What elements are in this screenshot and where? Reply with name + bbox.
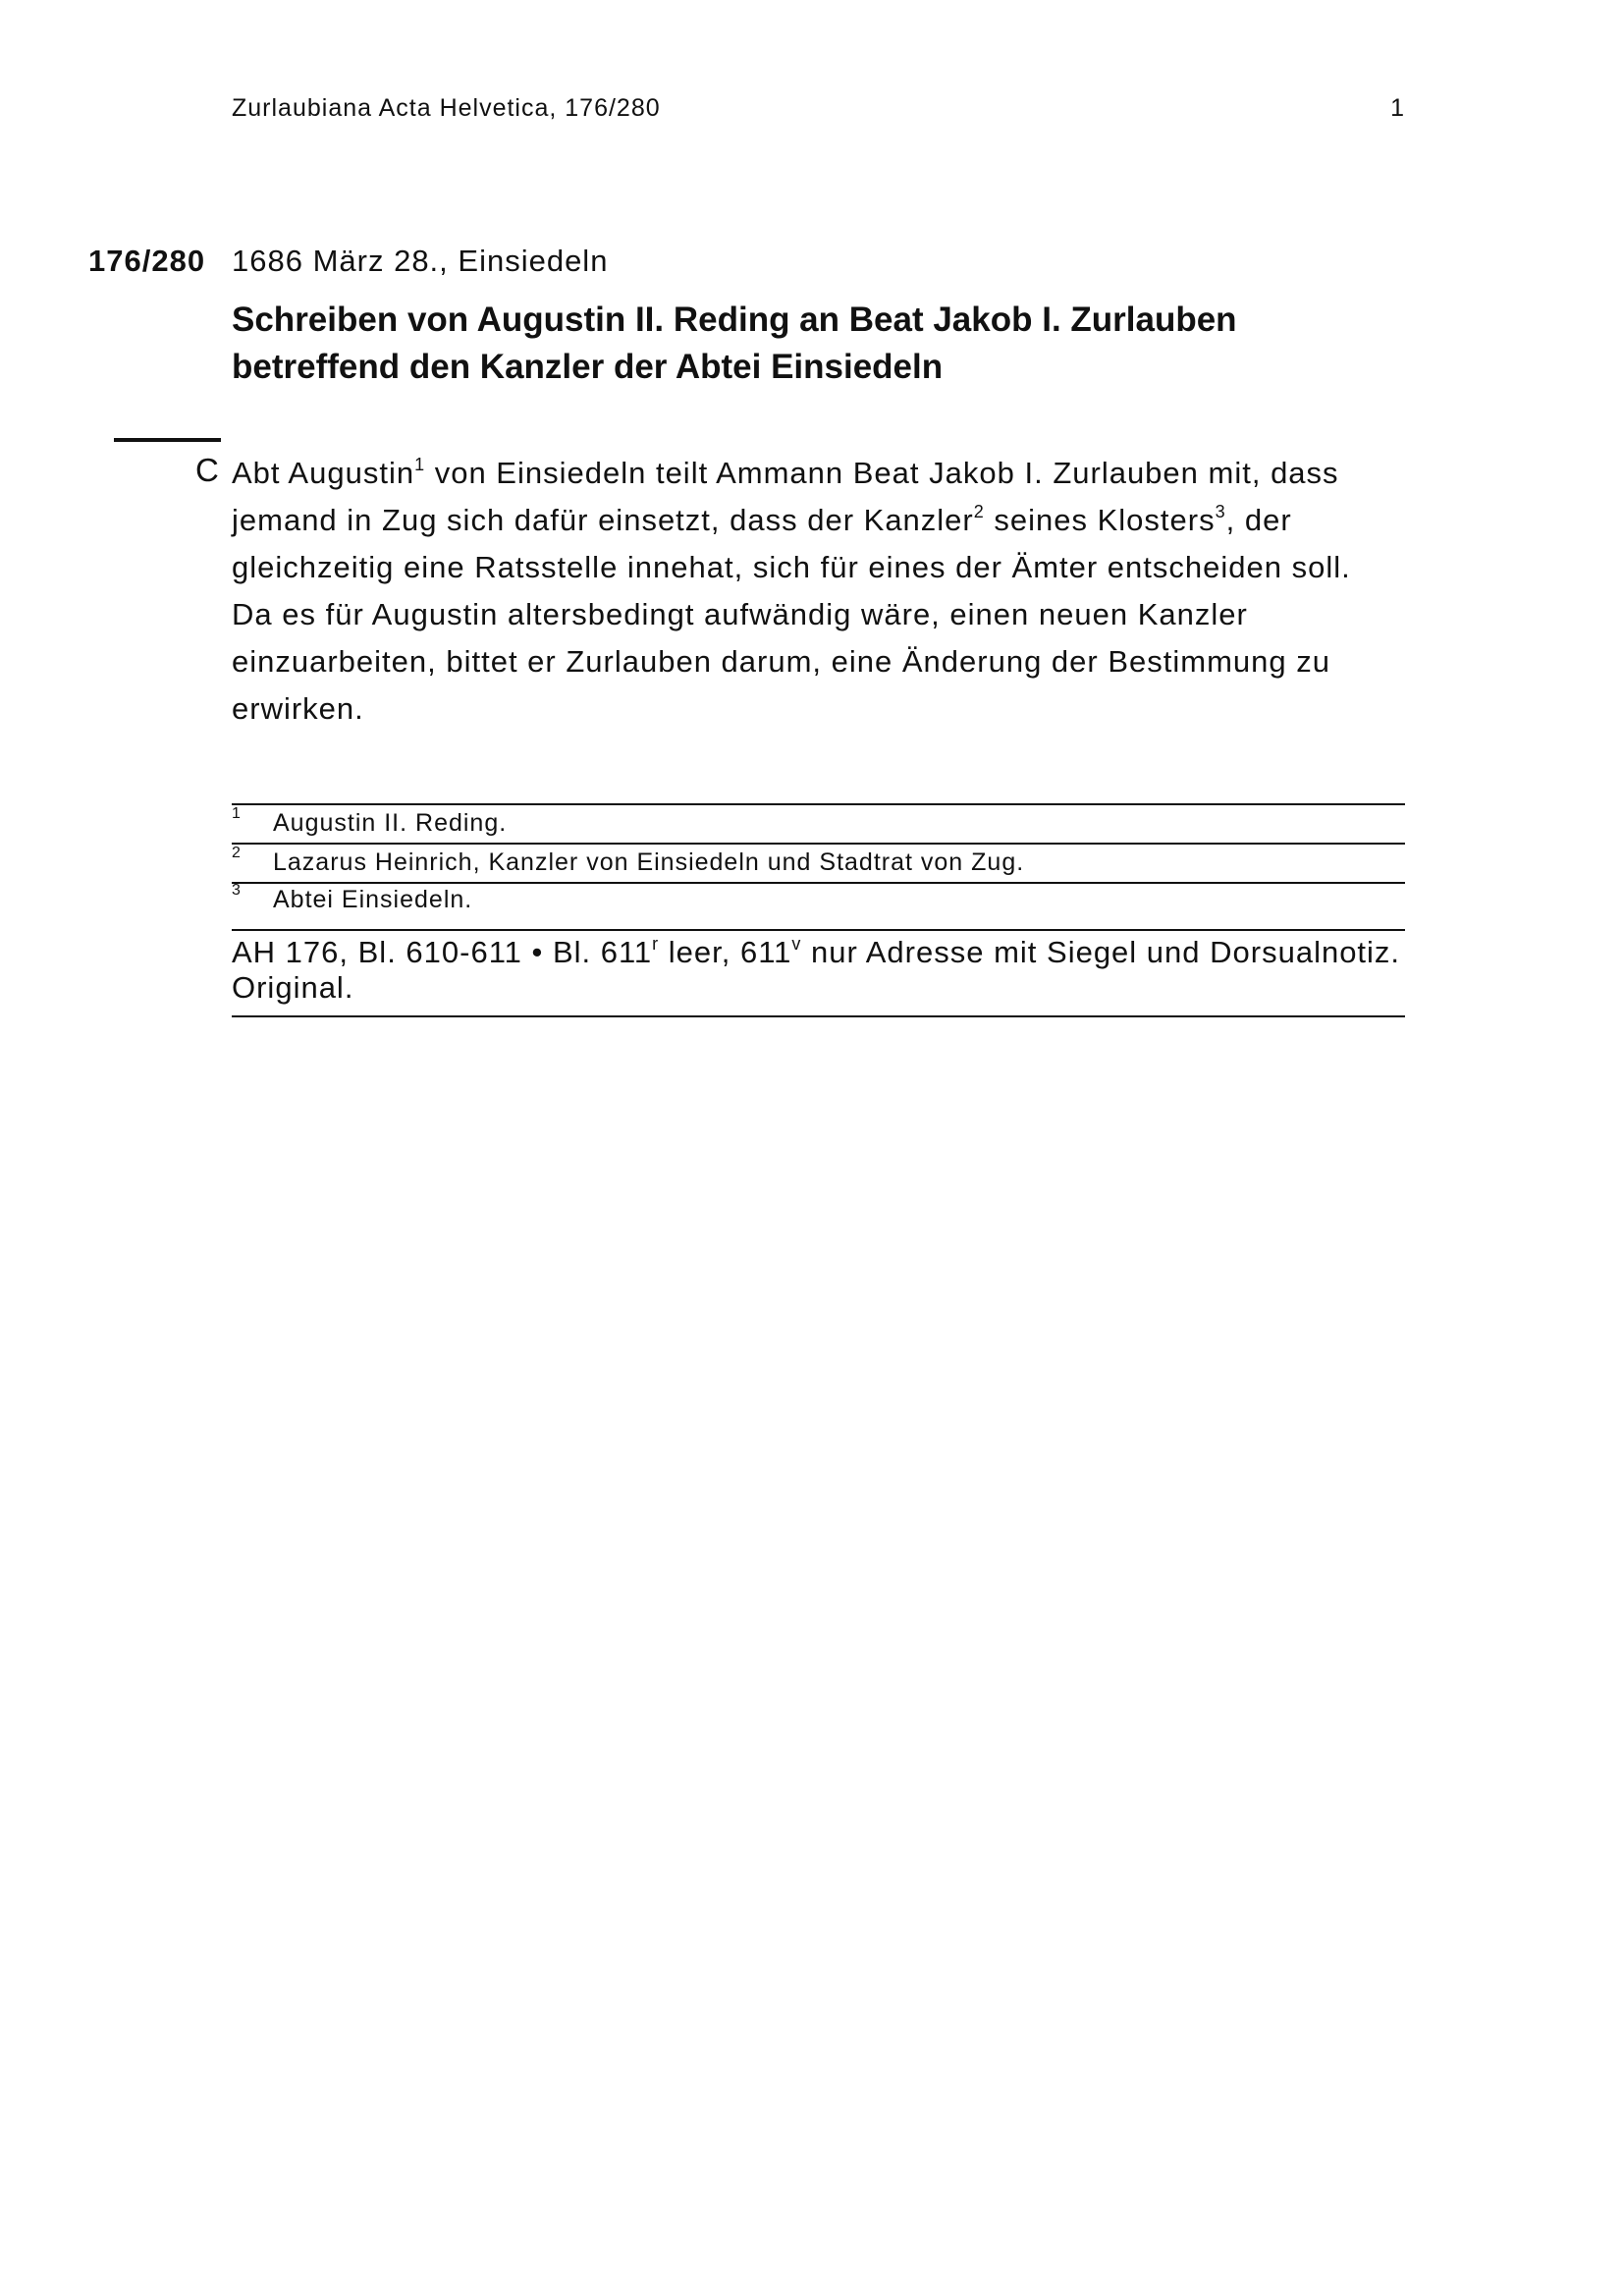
running-title: Zurlaubiana Acta Helvetica, 176/280	[232, 94, 661, 122]
source-text: nur Adresse mit Siegel und Dorsualnotiz.	[801, 935, 1401, 969]
footnote-number: 1	[232, 805, 241, 822]
summary-text: von Einsiedeln teilt Ammann Beat Jakob I. Zurlauben mit, dass	[425, 456, 1339, 490]
summary-line: gleichzeitig eine Ratsstelle innehat, sich für eines der Ämter entscheiden soll.	[232, 550, 1351, 584]
margin-rule	[114, 438, 221, 442]
summary-line	[232, 450, 1410, 497]
summary-line: erwirken.	[232, 691, 364, 726]
footnote	[232, 805, 1405, 843]
footnote-ref: 2	[973, 501, 985, 521]
date-place: 1686 März 28., Einsiedeln	[232, 244, 609, 278]
source-rule-top	[232, 929, 1405, 931]
source-rule-bottom	[232, 1015, 1405, 1017]
summary-text: jemand in Zug sich dafür einsetzt, dass der Kanzler	[232, 503, 974, 537]
footnote-number: 2	[232, 845, 241, 861]
document-title-line: betreffend den Kanzler der Abtei Einsiedeln	[232, 348, 944, 386]
summary-text: , der	[1225, 503, 1292, 537]
footnote-text: Augustin II. Reding.	[273, 809, 508, 837]
footnote-ref: 1	[414, 454, 426, 474]
footnote-number: 3	[232, 882, 241, 899]
source-text: AH 176, Bl. 610-611 • Bl. 611	[232, 935, 653, 969]
footnote-text: Abtei Einsiedeln.	[273, 886, 473, 913]
summary-text: seines Klosters	[984, 503, 1216, 537]
summary-line: einzuarbeiten, bittet er Zurlauben darum, eine Änderung der Bestimmung zu	[232, 644, 1330, 679]
source-line: Original.	[232, 970, 354, 1005]
summary-paragraph	[232, 450, 1410, 733]
document-title	[232, 297, 1410, 391]
summary-text: Abt Augustin	[232, 456, 415, 490]
page-number: 1	[1390, 94, 1404, 122]
document-title-line: Schreiben von Augustin II. Reding an Beat Jakob I. Zurlauben	[232, 301, 1237, 339]
source-note	[232, 935, 1405, 1006]
footnote	[232, 845, 1405, 882]
language-marker: C	[195, 452, 219, 488]
summary-line	[232, 497, 1410, 544]
summary-line: Da es für Augustin altersbedingt aufwändig wäre, einen neuen Kanzler	[232, 597, 1248, 631]
footnote-text: Lazarus Heinrich, Kanzler von Einsiedeln und Stadtrat von Zug.	[273, 848, 1025, 876]
source-line	[232, 935, 1405, 970]
source-text: leer, 611	[659, 935, 792, 969]
entry-number: 176/280	[88, 244, 206, 278]
footnote-ref: 3	[1215, 501, 1226, 521]
folio-marker: r	[652, 933, 660, 954]
folio-marker: v	[791, 933, 802, 954]
footnote	[232, 882, 1405, 919]
